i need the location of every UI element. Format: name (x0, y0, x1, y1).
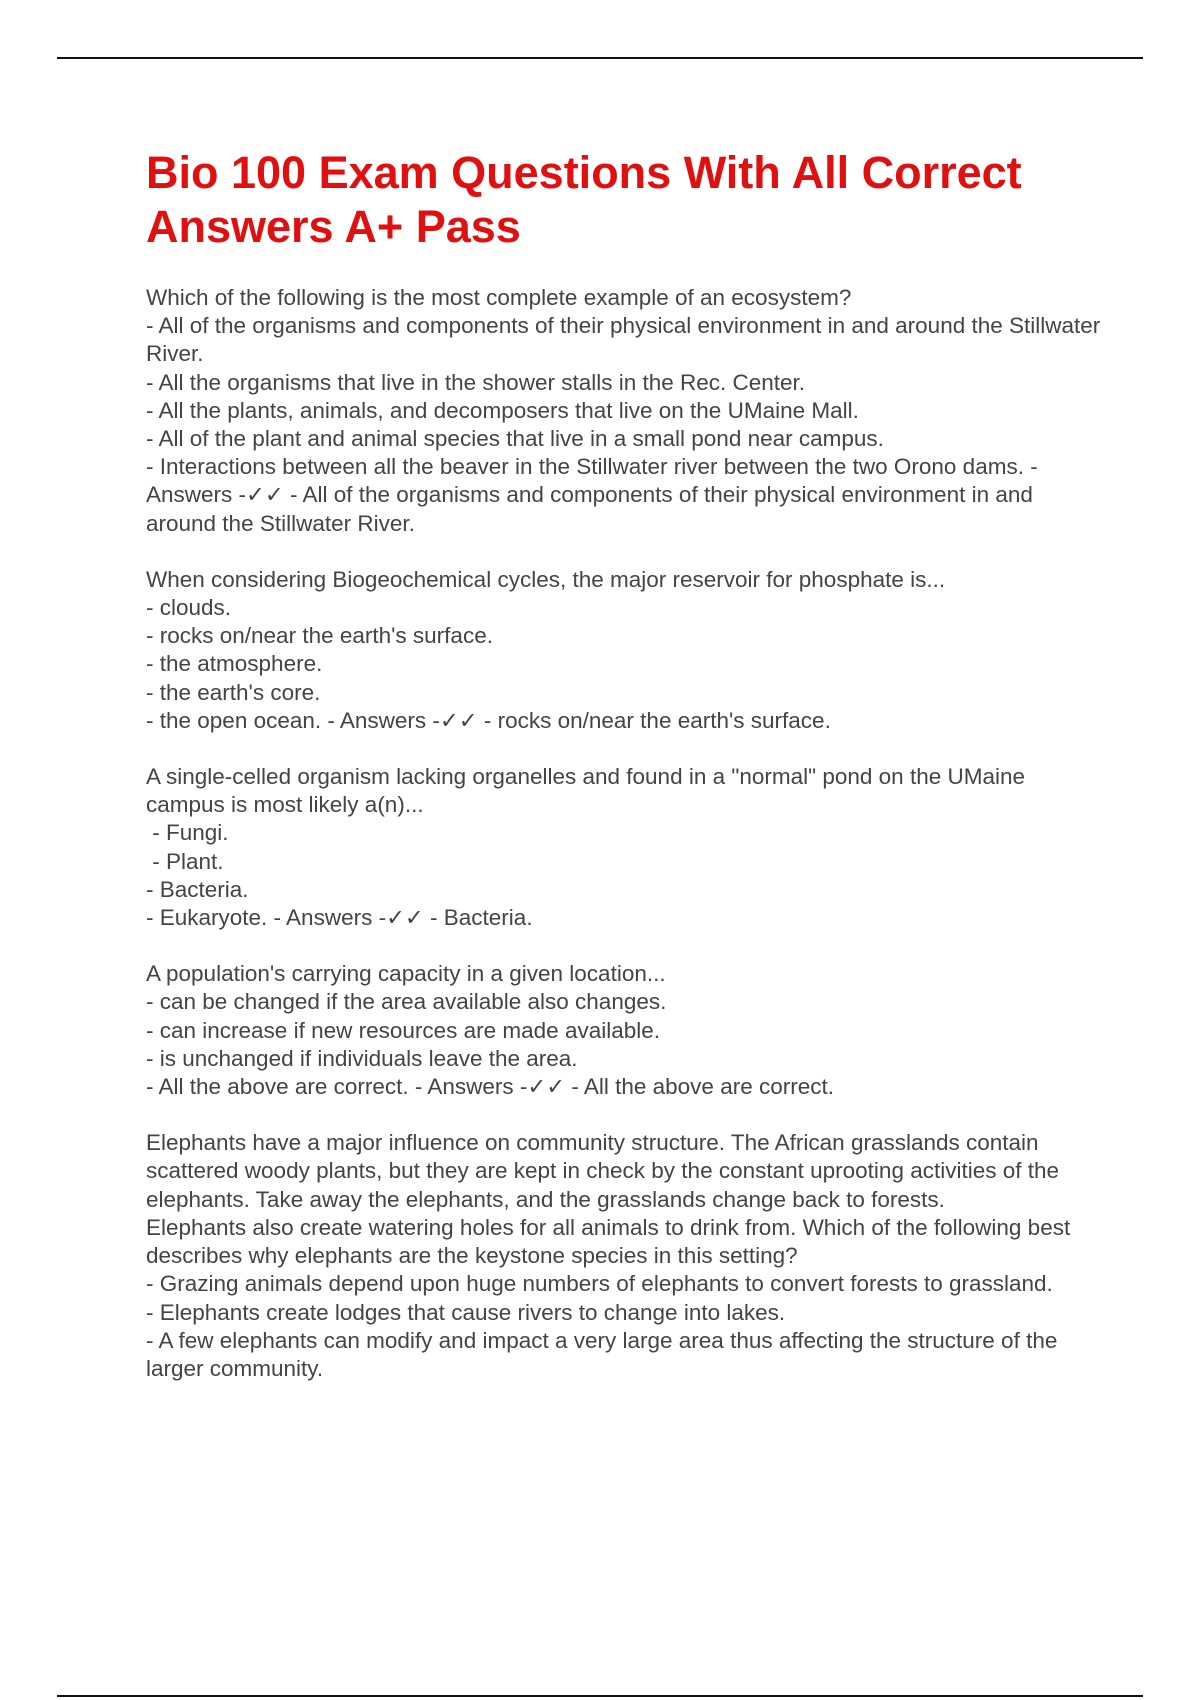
answer-option: - the earth's core. (146, 679, 321, 705)
answer-option: - is unchanged if individuals leave the area. (146, 1045, 578, 1071)
answer-option: - A few elephants can modify and impact a very large area thus affecting the structure of the larger community. (146, 1327, 1064, 1381)
document-body (146, 146, 1106, 1383)
question-block-5 (146, 1129, 1106, 1383)
answer-option: - Grazing animals depend upon huge numbers of elephants to convert forests to grassland. (146, 1271, 1053, 1297)
footer-rule (57, 1695, 1143, 1697)
answer-option: - All of the plant and animal species that live in a small pond near campus. (146, 426, 884, 452)
option-with-answer: - Interactions between all the beaver in the Stillwater river between the two Orono dams. - Answers -✓✓ - All of the organisms and components of their physical environment in and around the Stillwater River. (146, 454, 1043, 536)
answer-option: - the atmosphere. (146, 651, 323, 677)
answer-option: - Fungi. (146, 820, 229, 846)
question-prompt: A population's carrying capacity in a given location... (146, 961, 666, 987)
answer-option: - All the organisms that live in the shower stalls in the Rec. Center. (146, 369, 806, 395)
answer-option: - Plant. (146, 848, 224, 874)
question-block-1 (146, 284, 1106, 538)
answer-option: - clouds. (146, 595, 232, 621)
question-block-2 (146, 566, 1106, 735)
question-prompt: Elephants have a major influence on community structure. The African grasslands contain scattered woody plants, but they are kept in check by the constant uprooting activities of the elephants. Take away the elephants, and the grasslands change back to forests. (146, 1130, 1066, 1212)
option-with-answer: - Eukaryote. - Answers -✓✓ - Bacteria. (146, 905, 533, 931)
answer-option: - Elephants create lodges that cause rivers to change into lakes. (146, 1299, 786, 1325)
question-block-3 (146, 763, 1106, 932)
option-with-answer: - All the above are correct. - Answers -✓✓ - All the above are correct. (146, 1074, 834, 1100)
question-block-4 (146, 960, 1106, 1101)
option-with-answer: - the open ocean. - Answers -✓✓ - rocks on/near the earth's surface. (146, 707, 831, 733)
answer-option: - All of the organisms and components of their physical environment in and around the Stillwater River. (146, 313, 1107, 367)
answer-option: - can be changed if the area available also changes. (146, 989, 667, 1015)
header-rule (57, 57, 1143, 59)
answer-option: - All the plants, animals, and decomposers that live on the UMaine Mall. (146, 397, 859, 423)
question-prompt: When considering Biogeochemical cycles, the major reservoir for phosphate is... (146, 566, 946, 592)
answer-option: - Bacteria. (146, 876, 249, 902)
answer-option: - can increase if new resources are made available. (146, 1017, 661, 1043)
document-title: Bio 100 Exam Questions With All Correct Answers A+ Pass (146, 147, 1022, 252)
question-prompt: A single-celled organism lacking organelles and found in a "normal" pond on the UMaine campus is most likely a(n)... (146, 764, 1032, 818)
question-prompt: Which of the following is the most complete example of an ecosystem? (146, 285, 852, 310)
answer-option: - rocks on/near the earth's surface. (146, 623, 493, 649)
question-prompt-continued: Elephants also create watering holes for all animals to drink from. Which of the following best describes why elephants are the keystone species in this setting? (146, 1214, 1077, 1269)
